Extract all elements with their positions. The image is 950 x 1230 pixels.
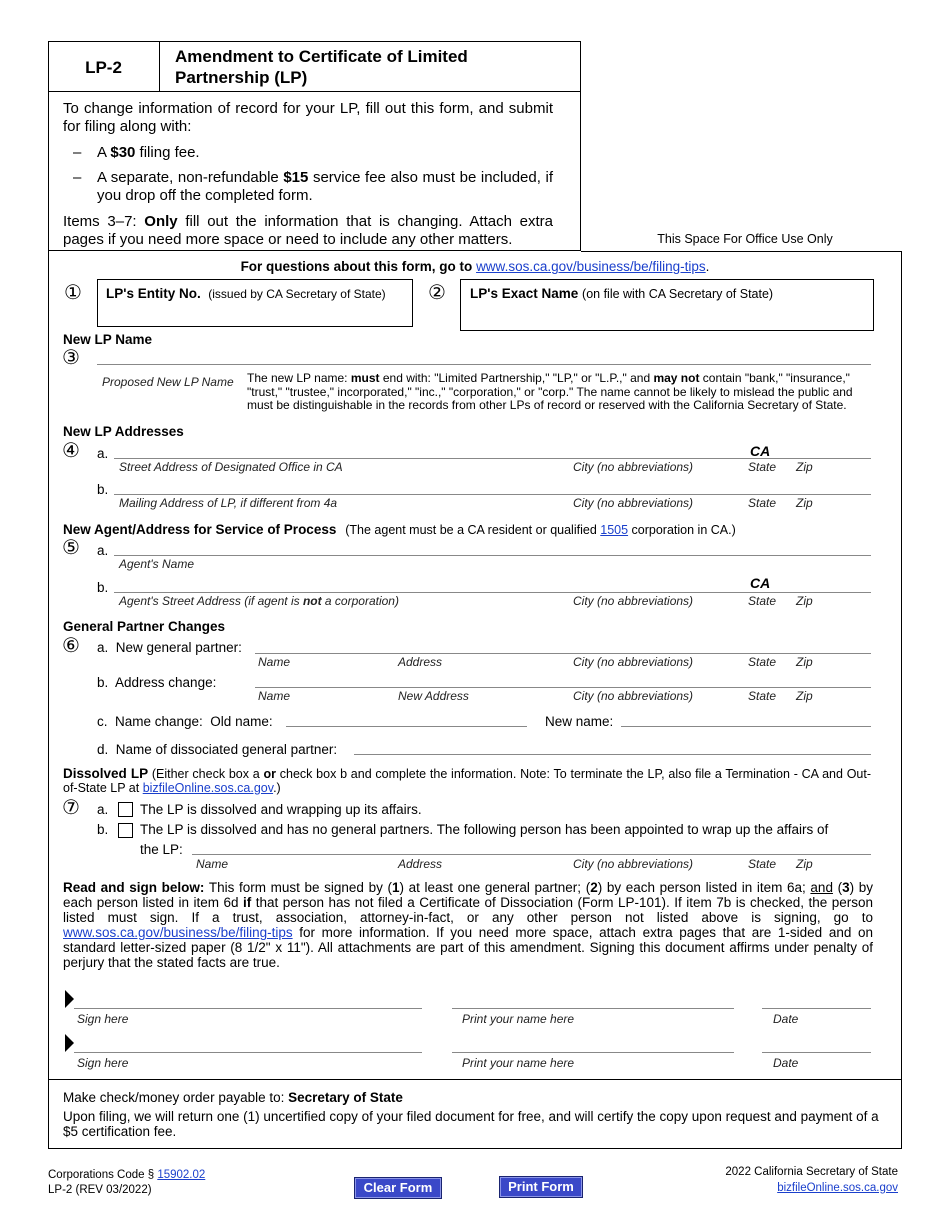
item6a-address-caption: Address — [398, 655, 443, 669]
print-name-caption-1: Print your name here — [462, 1012, 575, 1026]
item6a-label: a. New general partner: — [97, 640, 242, 655]
header-vdivider — [159, 41, 160, 91]
filing-tips-link[interactable]: www.sos.ca.gov/business/be/filing-tips — [476, 259, 706, 274]
item5b-zip-caption: Zip — [796, 594, 813, 608]
item4a-zip-caption: Zip — [796, 460, 813, 474]
designated-office-address-input[interactable] — [114, 458, 871, 459]
date-caption-1: Date — [773, 1012, 799, 1026]
sign-filing-tips-link[interactable]: www.sos.ca.gov/business/be/filing-tips — [63, 925, 293, 940]
item6b-zip-caption: Zip — [796, 689, 813, 703]
sign-arrow-icon — [65, 1034, 74, 1052]
item7b-label: b. — [97, 822, 109, 837]
sign-arrow-icon — [65, 990, 74, 1008]
item4a-label: a. — [97, 446, 109, 461]
office-use-label: This Space For Office Use Only — [657, 232, 833, 246]
item7b-name-caption: Name — [196, 857, 229, 871]
mailing-address-input[interactable] — [114, 494, 871, 495]
item3-number: ③ — [62, 347, 80, 369]
item7a-text: The LP is dissolved and wrapping up its affairs. — [140, 802, 422, 817]
item5a-caption: Agent's Name — [119, 557, 194, 571]
item7b-text: The LP is dissolved and has no general partners. The following person has been appointed to wrap up the affairs of — [140, 822, 829, 837]
dash-icon: – — [73, 169, 82, 186]
print-form-button[interactable]: Print Form — [499, 1176, 583, 1198]
main-body-right — [901, 251, 902, 1149]
item1-number: ① — [64, 282, 82, 304]
item7-number: ⑦ — [62, 797, 80, 819]
item4b-caption: Mailing Address of LP, if different from 4a — [119, 496, 338, 510]
dissolved-wrapping-up-checkbox[interactable] — [118, 802, 133, 817]
header-divider — [48, 91, 581, 92]
date-2-input[interactable] — [762, 1052, 871, 1053]
item6b-label: b. Address change: — [97, 675, 217, 690]
intro-text — [63, 100, 553, 249]
item5b-state-caption: State — [748, 594, 777, 608]
new-lp-name-caption: Proposed New LP Name — [102, 375, 234, 389]
item6b-state-caption: State — [748, 689, 777, 703]
item6-number: ⑥ — [62, 635, 80, 657]
item4b-zip-caption: Zip — [796, 496, 813, 510]
date-caption-2: Date — [773, 1056, 799, 1070]
dash-icon: – — [73, 144, 82, 161]
new-lp-name-heading: New LP Name — [63, 332, 153, 347]
print-name-2-input[interactable] — [452, 1052, 734, 1053]
intro-p1: To change information of record for your LP, fill out this form, and submit for filing along with: — [63, 100, 553, 135]
item6a-state-caption: State — [748, 655, 777, 669]
item6b-city-caption: City (no abbreviations) — [573, 689, 694, 703]
item6c-label: c. Name change: Old name: — [97, 714, 273, 729]
item7b-zip-caption: Zip — [796, 857, 813, 871]
item6a-city-caption: City (no abbreviations) — [573, 655, 694, 669]
new-lp-name-input[interactable] — [97, 364, 871, 365]
item4b-label: b. — [97, 482, 109, 497]
date-1-input[interactable] — [762, 1008, 871, 1009]
payment-payable-text: Make check/money order payable to: Secretary of State — [63, 1090, 403, 1105]
signature-1-input[interactable] — [74, 1008, 422, 1009]
new-name-input[interactable] — [621, 726, 871, 727]
main-body-bottom — [48, 1148, 902, 1149]
general-partner-heading: General Partner Changes — [63, 619, 226, 634]
clear-form-button[interactable]: Clear Form — [354, 1177, 442, 1199]
item6b-name-caption: Name — [258, 689, 291, 703]
item5b-caption: Agent's Street Address (if agent is not a corporation) — [119, 594, 399, 608]
form-revision: LP-2 (REV 03/2022) — [48, 1184, 152, 1196]
item6c-new-name-label: New name: — [545, 714, 614, 729]
item4a-state-caption: State — [748, 460, 777, 474]
form-id: LP-2 — [85, 58, 122, 77]
item5b-label: b. — [97, 580, 109, 595]
item2-number: ② — [428, 282, 446, 304]
new-general-partner-input[interactable] — [255, 653, 871, 654]
item6a-zip-caption: Zip — [796, 655, 813, 669]
bizfile-footer-link[interactable]: bizfileOnline.sos.ca.gov — [777, 1182, 898, 1194]
print-name-1-input[interactable] — [452, 1008, 734, 1009]
item7b-text-2: the LP: — [140, 842, 183, 857]
agent-name-input[interactable] — [114, 555, 871, 556]
item4a-city-caption: City (no abbreviations) — [573, 460, 694, 474]
new-agent-heading: New Agent/Address for Service of Process (The agent must be a CA resident or qualified 1505 corporation in CA.) — [63, 522, 736, 537]
exact-name-label: LP's Exact Name (on file with CA Secretary of State) — [470, 286, 774, 301]
item4b-state-caption: State — [748, 496, 777, 510]
form-title: Amendment to Certificate of Limited Partnership (LP) — [175, 47, 468, 87]
print-name-caption-2: Print your name here — [462, 1056, 575, 1070]
code-15902-link[interactable]: 15902.02 — [157, 1169, 206, 1181]
address-change-input[interactable] — [255, 687, 871, 688]
item6a-name-caption: Name — [258, 655, 291, 669]
corporations-code: Corporations Code § 15902.02 — [48, 1169, 206, 1181]
item6d-label: d. Name of dissociated general partner: — [97, 742, 338, 757]
new-lp-addresses-heading: New LP Addresses — [63, 424, 184, 439]
item7b-state-caption: State — [748, 857, 777, 871]
copyright: 2022 California Secretary of State — [725, 1166, 898, 1178]
item5b-city-caption: City (no abbreviations) — [573, 594, 694, 608]
item4a-state-value: CA — [750, 443, 771, 459]
agent-address-input[interactable] — [114, 592, 871, 593]
item4a-caption: Street Address of Designated Office in CA — [119, 460, 343, 474]
item7b-address-caption: Address — [398, 857, 443, 871]
dissolved-lp-note: Dissolved LP (Either check box a or check box b and complete the information. Note: To terminate the LP, also file a Termination - CA and Out-of-State LP at bizfileOnline.sos.ca.gov.) — [63, 766, 872, 795]
dissociated-partner-input[interactable] — [354, 754, 871, 755]
item5b-state-value: CA — [750, 575, 771, 591]
item7a-label: a. — [97, 802, 109, 817]
signature-2-input[interactable] — [74, 1052, 422, 1053]
sign-here-caption-1: Sign here — [77, 1012, 129, 1026]
item6b-address-caption: New Address — [398, 689, 469, 703]
read-and-sign-text: Read and sign below: This form must be signed by (1) at least one general partner; (2) by each person listed in item 6a; and (3) by each person listed in item 6d if that person has not filed a Certificate of Dissociation (Form LP-101). If item 7b is checked, the person listed must sign. If a trust, association, attorney-in-fact, or any other person not listed above is signing, go to www.sos.ca.gov/business/be/filing-tips for more information. If you need more space, attach extra pages that are 1-sided and on standard letter-sized paper (8 1/2" x 11"). All attachments are part of this amendment. Signing this document affirms under penalty of perjury that the stated facts are true. — [63, 880, 874, 970]
sign-here-caption-2: Sign here — [77, 1056, 129, 1070]
questions-line: For questions about this form, go to www.sos.ca.gov/business/be/filing-tips. — [240, 259, 710, 274]
entity-number-label: LP's Entity No. (issued by CA Secretary of State) — [106, 286, 386, 301]
office-use-border — [581, 251, 902, 252]
item5a-label: a. — [97, 543, 109, 558]
intro-items-note: Items 3–7: Only fill out the information that is changing. Attach extra pages if you need more space or need to include any other matters. — [63, 213, 553, 248]
new-lp-name-note: The new LP name: must end with: "Limited Partnership," "LP," or "L.P.," and may not contain "bank," "insurance," "trust," "trustee," incorporated," "inc.," "corporation," or "corp." The name cannot be likely to mislead the public and must be distinguishable in the records from other LPs of record or reserved with the California Secretary of State. — [247, 371, 853, 412]
bizfile-link[interactable]: bizfileOnline.sos.ca.gov — [142, 781, 274, 795]
item4b-city-caption: City (no abbreviations) — [573, 496, 694, 510]
item5-number: ⑤ — [62, 537, 80, 559]
payment-divider — [48, 1079, 902, 1080]
intro-bullet-2: – A separate, non-refundable $15 service fee also must be included, if you drop off the completed form. — [73, 169, 553, 204]
section-1505-link[interactable]: 1505 — [600, 523, 629, 537]
payment-copy-text: Upon filing, we will return one (1) uncertified copy of your filed document for free, and will certify the copy upon request and payment of a $5 certification fee. — [63, 1109, 879, 1139]
main-body-left — [48, 251, 49, 1149]
item4-number: ④ — [62, 440, 80, 462]
dissolved-no-partners-checkbox[interactable] — [118, 823, 133, 838]
intro-bullet-1: – A $30 filing fee. — [73, 144, 200, 161]
old-name-input[interactable] — [286, 726, 527, 727]
wrap-up-person-input[interactable] — [192, 854, 871, 855]
item7b-city-caption: City (no abbreviations) — [573, 857, 694, 871]
